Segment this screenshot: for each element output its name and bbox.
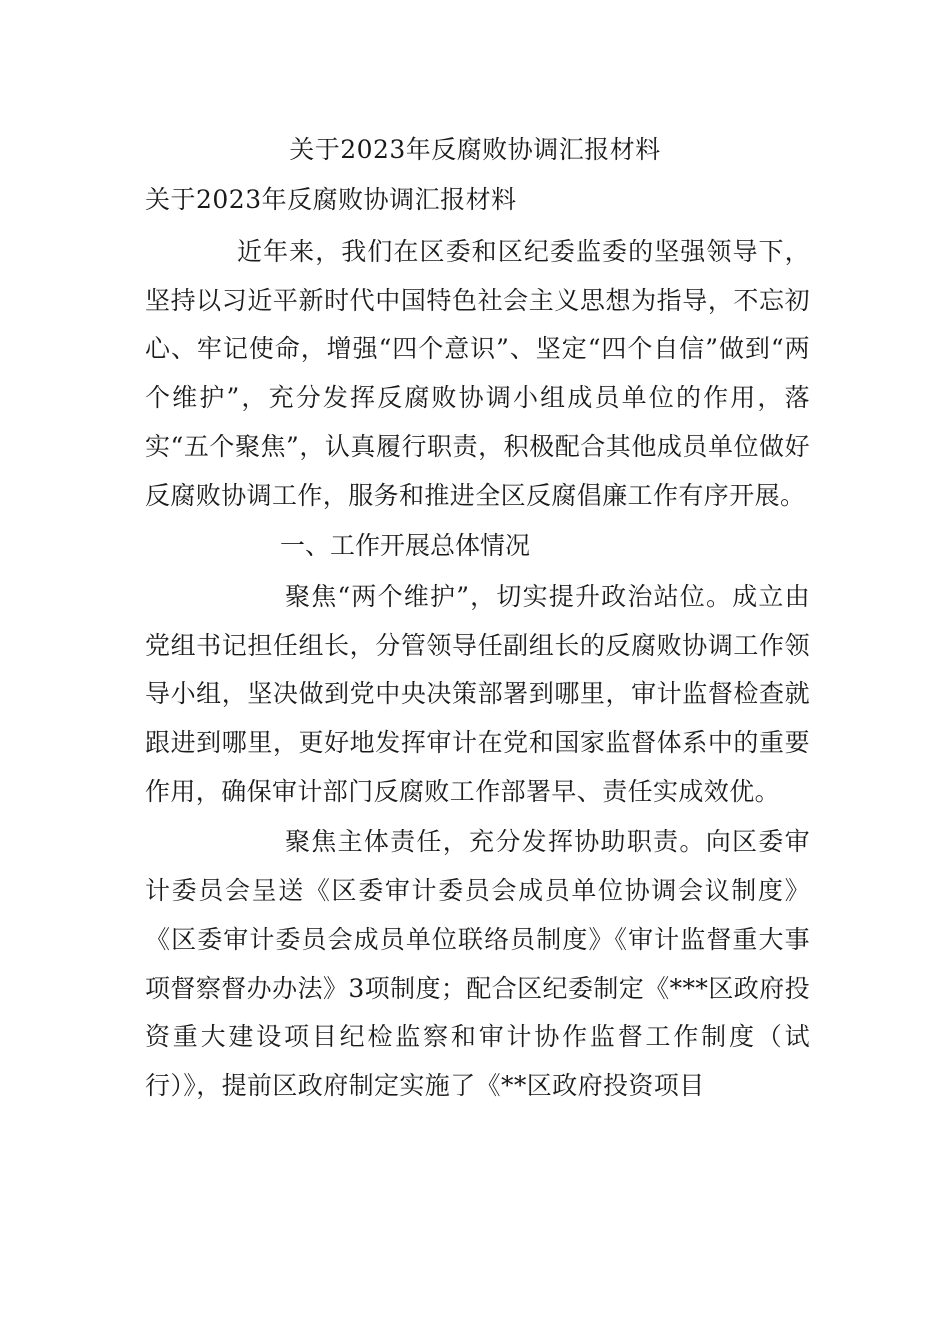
document-subtitle: 关于2023年反腐败协调汇报材料 — [145, 185, 517, 214]
paragraph-main-responsibility: 聚焦主体责任，充分发挥协助职责。向区委审计委员会呈送《区委审计委员会成员单位协调会议制度》《区委审计委员会成员单位联络员制度》《审计监督重大事项督察督办办法》3项制度；配合区纪委制定《***区政府投资重大建设项目纪检监察和审计协作监督工作制度（试行）》，提前区政府制定实施了《**区政府投资项目 — [145, 827, 810, 1100]
paragraph-political-standing: 聚焦“两个维护”，切实提升政治站位。成立由党组书记担任组长，分管领导任副组长的反腐败协调工作领导小组，坚决做到党中央决策部署到哪里，审计监督检查就跟进到哪里，更好地发挥审计在党和国家监督体系中的重要作用，确保审计部门反腐败工作部署早、责任实成效优。 — [145, 581, 810, 806]
document-title: 关于2023年反腐败协调汇报材料 — [289, 135, 661, 164]
section-heading: 一、工作开展总体情况 — [280, 531, 531, 561]
document-body — [145, 228, 810, 1111]
paragraph-intro: 近年来，我们在区委和区纪委监委的坚强领导下，坚持以习近平新时代中国特色社会主义思想为指导，不忘初心、牢记使命，增强“四个意识”、坚定“四个自信”做到“两个维护”，充分发挥反腐败协调小组成员单位的作用，落实“五个聚焦”，认真履行职责，积极配合其他成员单位做好反腐败协调工作，服务和推进全区反腐倡廉工作有序开展。 — [145, 237, 810, 510]
